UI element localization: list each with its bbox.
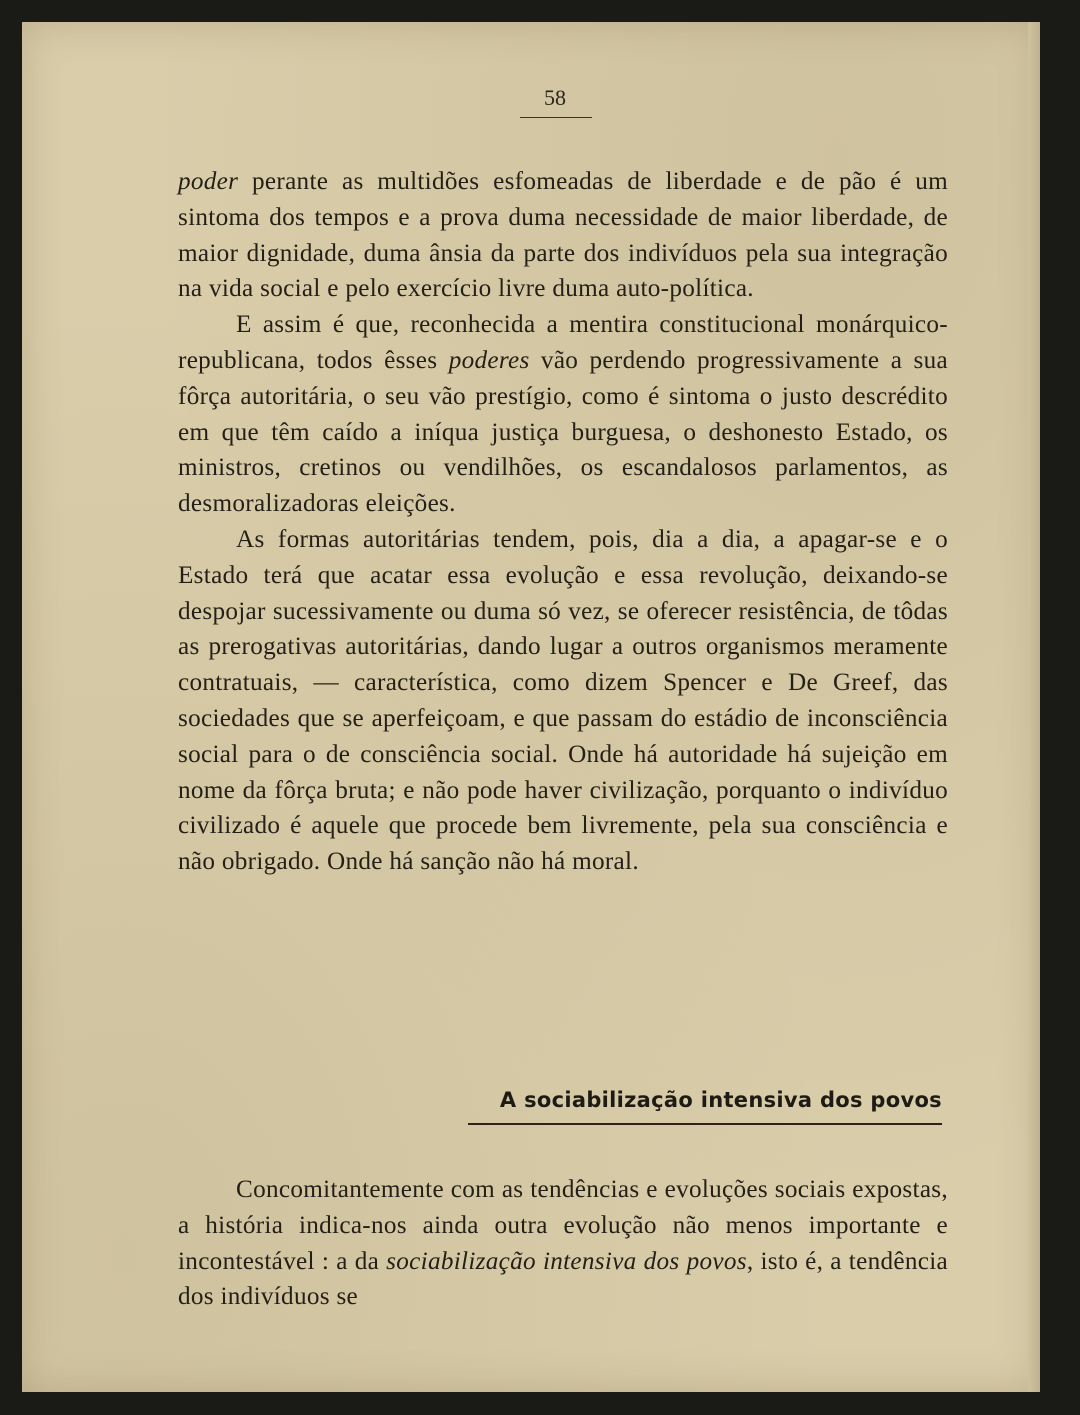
page-number-rule <box>520 117 592 118</box>
paragraph-2-part-a: E assim é que, reconhecida a mentira constitucional monárquico-republicana, todos êsses <box>178 311 948 374</box>
paragraph-4-part-b: , isto é, a tendência dos indivíduos se <box>178 1247 949 1311</box>
paragraph-3: As formas autoritárias tendem, pois, dia a dia, a apagar-se e o Estado terá que acatar essa evolução e essa revolução, deixando-se despojar sucessivamente ou duma só vez, se oferecer resistência, de tôdas as prerogativas autoritárias, dando lugar a outros organismos meramente contratuais, — característica, como dizem Spencer e De Greef, das sociedades que se aperfeiçoam, e que passam do estádio de inconsciência social para o de consciência social. Onde há autoridade há sujeição em nome da fôrça bruta; e não pode haver civilização, porquanto o indivíduo civilizado é aquele que procede bem livremente, pela sua consciência e não obrigado. Onde há sanção não há moral. <box>178 525 948 876</box>
paragraph-1 <box>178 164 948 307</box>
paragraph-1-text: perante as multidões esfomeadas de liberdade e de pão é um sintoma dos tempos e a prova duma necessidade de maior liberdade, de maior dignidade, duma ânsia da parte dos indivíduos pela sua integração na vida social e pelo exercício livre duma auto-política. <box>178 168 948 303</box>
page-edge <box>1028 22 1040 1392</box>
paragraph-1-lead: poder <box>178 168 239 195</box>
section-heading: A sociabilização intensiva dos povos <box>499 1088 942 1112</box>
paragraph-4-part-a: Concomitantemente com as tendências e evoluções sociais expostas, a história indica-nos ainda outra evolução não menos importante e incontestável : a da <box>178 1176 948 1275</box>
paragraph-2-part-b: vão perdendo progressivamente a sua fôrça autoritária, o seu vão prestígio, como é sintoma o justo descrédito em que têm caído a iníqua justiça burguesa, o deshonesto Estado, os ministros, cretinos ou vendilhões, os escandalosos parlamentos, as desmoralizadoras eleições. <box>178 346 948 518</box>
paragraph-2-emphasis: poderes <box>448 346 530 374</box>
page-number: 58 <box>544 85 566 110</box>
book-page <box>22 22 1040 1392</box>
paragraph-4-emphasis: sociabilização intensiva dos povos <box>386 1247 747 1275</box>
paragraph-2 <box>178 307 948 522</box>
paragraph-4 <box>178 1172 948 1315</box>
section-2-text <box>178 1172 948 1315</box>
section-heading-rule <box>468 1123 942 1125</box>
section-1-text <box>178 164 948 880</box>
